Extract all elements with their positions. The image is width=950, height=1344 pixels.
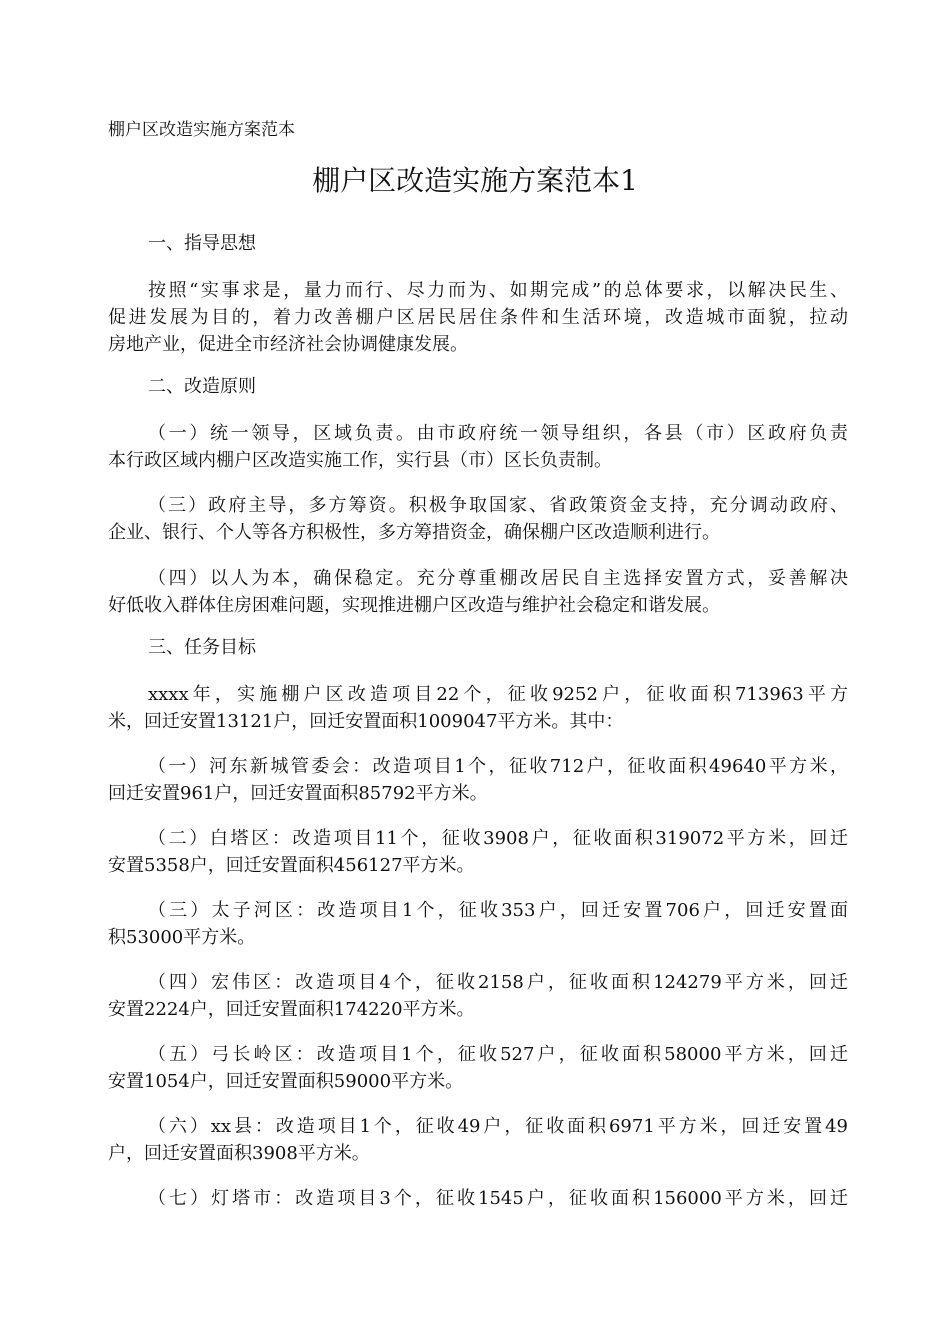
paragraph-line: （一）统一领导，区域负责。由市政府统一领导组织，各县（市）区政府负责 xyxy=(148,423,848,444)
paragraph-line: 安置1054户，回迁安置面积59000平方米。 xyxy=(108,1071,464,1092)
paragraph-line: （一）河东新城管委会：改造项目1个，征收712户，征收面积49640平方米， xyxy=(148,756,848,777)
paragraph-line: 房地产业，促进全市经济社会协调健康发展。 xyxy=(108,334,468,355)
paragraph-principle-3 xyxy=(108,492,848,546)
paragraph-principle-1 xyxy=(108,420,848,474)
paragraph-item-xx-county xyxy=(108,1113,848,1167)
paragraph-item-dengta xyxy=(108,1185,848,1212)
paragraph-task-intro xyxy=(108,681,848,735)
paragraph-line: 户，回迁安置面积3908平方米。 xyxy=(108,1143,370,1164)
paragraph-item-baita xyxy=(108,825,848,879)
paragraph-line: （四）以人为本，确保稳定。充分尊重棚改居民自主选择安置方式，妥善解决 xyxy=(148,568,848,589)
document-header: 棚户区改造实施方案范本 xyxy=(108,120,295,140)
section-heading-principles: 二、改造原则 xyxy=(148,376,256,397)
paragraph-guiding-ideology xyxy=(108,277,848,358)
paragraph-line: 促进发展为目的，着力改善棚户区居民居住条件和生活环境，改造城市面貌，拉动 xyxy=(108,307,848,328)
paragraph-item-taizihe xyxy=(108,897,848,951)
paragraph-line: 好低收入群体住房困难问题，实现推进棚户区改造与维护社会稳定和谐发展。 xyxy=(108,595,720,616)
document-title: 棚户区改造实施方案范本1 xyxy=(312,164,638,197)
section-heading-task-targets: 三、任务目标 xyxy=(148,637,256,658)
paragraph-line: xxxx年，实施棚户区改造项目22个，征收9252户，征收面积713963平方 xyxy=(148,684,848,705)
paragraph-line: 企业、银行、个人等各方积极性，多方筹措资金，确保棚户区改造顺利进行。 xyxy=(108,522,720,543)
paragraph-item-hedong xyxy=(108,753,848,807)
paragraph-item-gongchangling xyxy=(108,1041,848,1095)
paragraph-line: 安置2224户，回迁安置面积174220平方米。 xyxy=(108,999,475,1020)
paragraph-line: （三）太子河区：改造项目1个，征收353户，回迁安置706户，回迁安置面 xyxy=(148,900,848,921)
paragraph-line: 本行政区域内棚户区改造实施工作，实行县（市）区长负责制。 xyxy=(108,450,612,471)
paragraph-item-hongwei xyxy=(108,969,848,1023)
paragraph-line: 米，回迁安置13121户，回迁安置面积1009047平方米。其中： xyxy=(108,711,624,732)
paragraph-line: 安置5358户，回迁安置面积456127平方米。 xyxy=(108,855,475,876)
paragraph-line: 回迁安置961户，回迁安置面积85792平方米。 xyxy=(108,783,488,804)
paragraph-line: （五）弓长岭区：改造项目1个，征收527户，征收面积58000平方米，回迁 xyxy=(148,1044,848,1065)
paragraph-line: （二）白塔区：改造项目11个，征收3908户，征收面积319072平方米，回迁 xyxy=(148,828,848,849)
paragraph-line: （三）政府主导，多方筹资。积极争取国家、省政策资金支持，充分调动政府、 xyxy=(148,495,848,516)
paragraph-principle-4 xyxy=(108,565,848,619)
section-heading-guiding-ideology: 一、指导思想 xyxy=(148,233,256,254)
paragraph-line: （四）宏伟区：改造项目4个，征收2158户，征收面积124279平方米，回迁 xyxy=(148,972,848,993)
paragraph-line: 按照“实事求是，量力而行、尽力而为、如期完成”的总体要求，以解决民生、 xyxy=(148,280,848,301)
paragraph-line: （七）灯塔市：改造项目3个，征收1545户，征收面积156000平方米，回迁 xyxy=(148,1188,848,1209)
paragraph-line: 积53000平方米。 xyxy=(108,927,256,948)
paragraph-line: （六）xx县：改造项目1个，征收49户，征收面积6971平方米，回迁安置49 xyxy=(148,1116,848,1137)
